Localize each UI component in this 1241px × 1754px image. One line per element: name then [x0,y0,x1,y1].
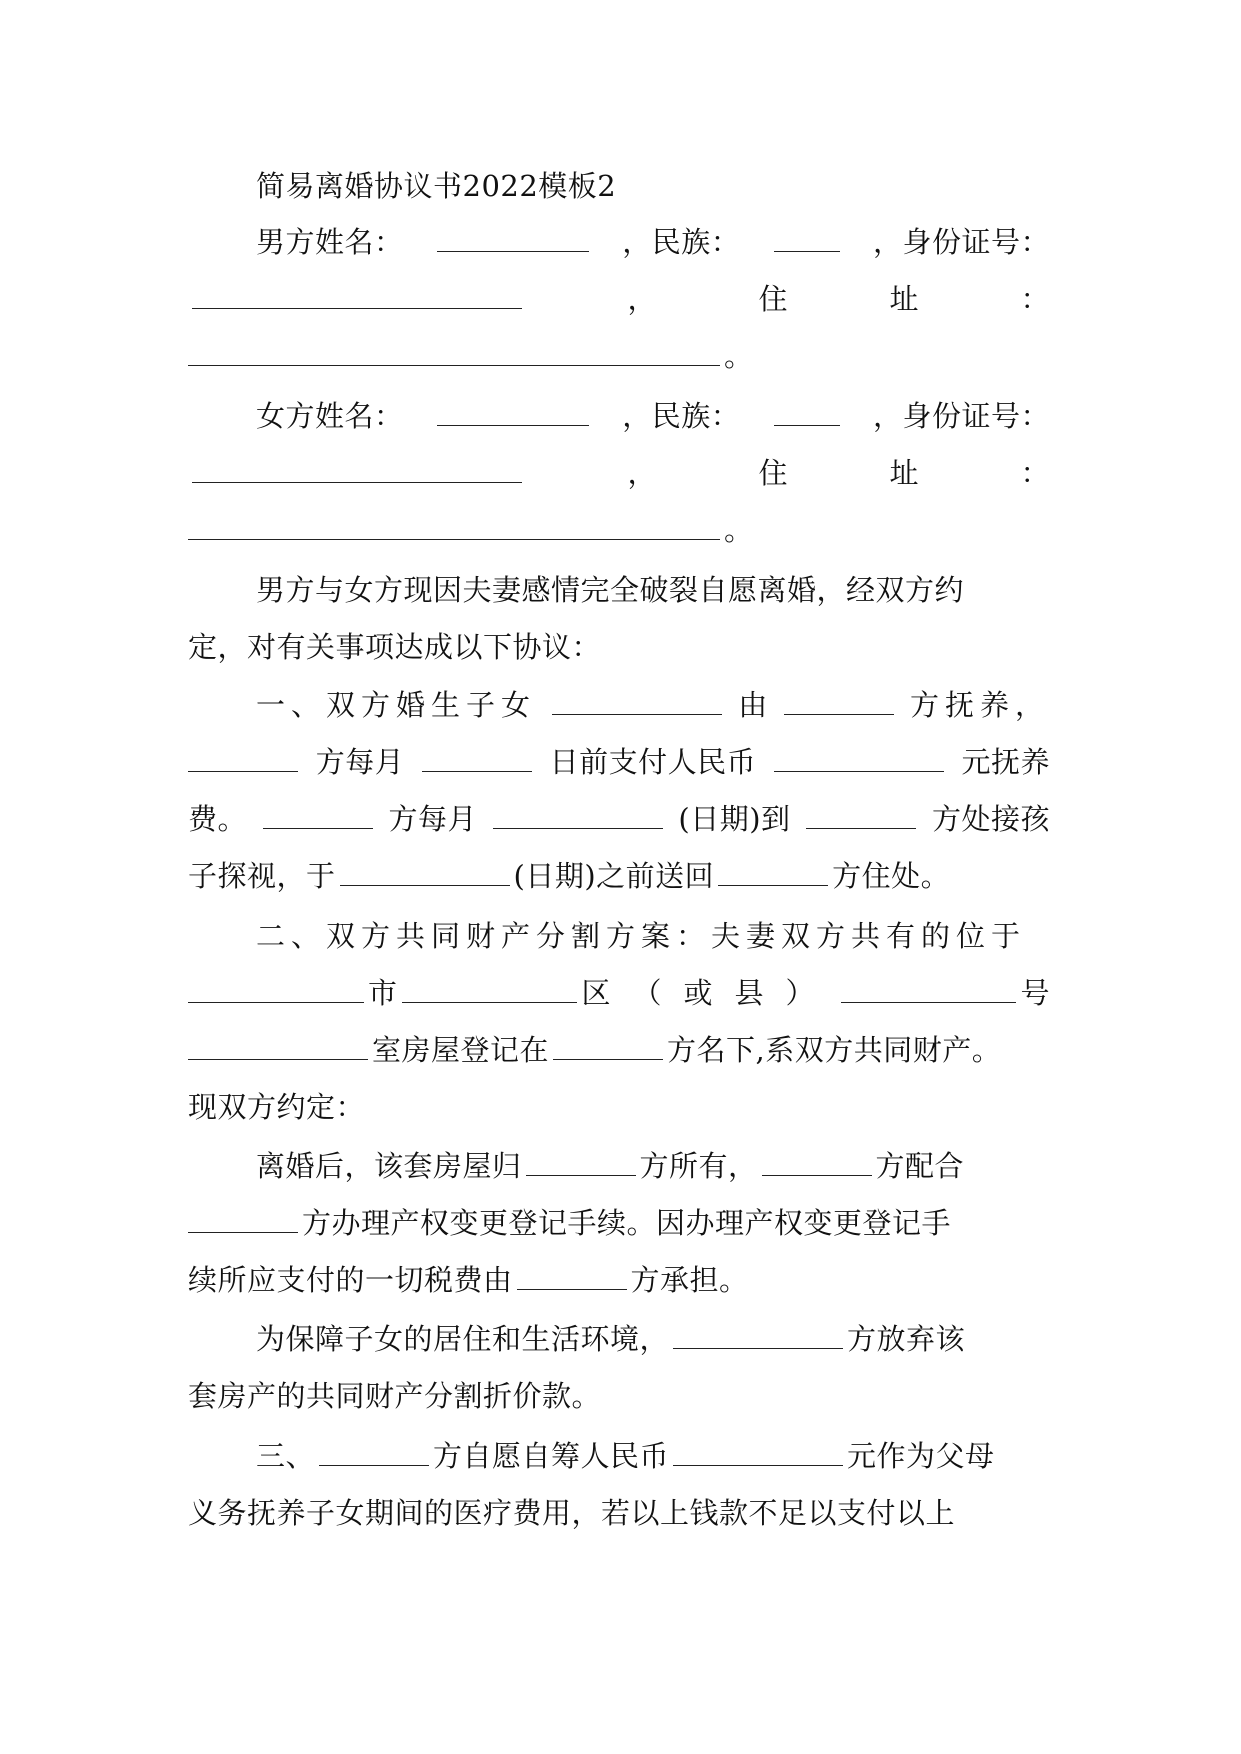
s2-tax-blank[interactable] [517,1259,627,1290]
female-id-label: ，身份证号： [872,399,1050,433]
female-info-line-1 [256,392,1050,440]
s2-q2: 套房产的共同财产分割折价款。 [188,1379,602,1413]
s2-l4: 现双方约定： [188,1090,366,1124]
s1-line-1 [256,681,1050,729]
s2-l3b: 方名下,系双方共同财产。 [667,1033,1002,1067]
s2-q1a: 为保障子女的居住和生活环境， [256,1322,670,1356]
s1-line-2 [188,738,1050,786]
female-comma: ， [627,456,657,490]
s1-l1c: 方抚养， [909,688,1050,722]
s2-p1b: 方所有， [639,1149,758,1183]
s3-l1a: 三、 [256,1439,316,1473]
s2-transfer-blank[interactable] [188,1202,298,1233]
s1-l3b: 方每月 [388,802,477,836]
female-addr-colon: ： [1020,456,1050,490]
title-text: 简易离婚协议书2022模板2 [256,169,617,203]
s2-p3a: 续所应支付的一切税费由 [188,1263,513,1297]
s1-l2a: 方每月 [315,745,405,779]
s2-para1-line-1 [256,1142,1050,1190]
s1-pickup-blank[interactable] [806,798,916,829]
s2-l2c: 号 [1020,976,1050,1010]
s2-number-blank[interactable] [841,972,1017,1003]
s2-owner-blank[interactable] [526,1145,636,1176]
female-ethnic-label: ，民族： [622,399,741,433]
s1-l3a: 费。 [188,802,248,836]
s3-line-1 [256,1432,1050,1480]
s1-payer-blank[interactable] [188,741,298,772]
s1-l1a: 一、双方婚生子女 [256,688,537,722]
s2-p1a: 离婚后，该套房屋归 [256,1149,522,1183]
male-addr-char1: 住 [758,282,788,316]
s1-l4c: 方住处。 [832,859,951,893]
male-address-blank[interactable] [188,335,720,366]
s2-l2b: 区（或县） [581,976,837,1010]
s2-district-blank[interactable] [402,972,578,1003]
s3-l1c: 元作为父母 [847,1439,995,1473]
male-name-label: 男方姓名： [256,225,404,259]
s1-return-date-blank[interactable] [340,855,510,886]
female-name-label: 女方姓名： [256,399,404,433]
intro-line-1 [256,566,1050,614]
s2-line-1 [256,912,1050,960]
male-period: 。 [724,339,754,373]
male-ethnic-blank[interactable] [774,221,840,252]
female-period: 。 [724,513,754,547]
female-id-blank[interactable] [192,452,522,483]
s2-line-4 [188,1083,1050,1131]
s1-l1b: 由 [738,688,768,722]
s3-l1b: 方自愿自筹人民币 [433,1439,670,1473]
s1-day-blank[interactable] [422,741,532,772]
s2-cooperate-blank[interactable] [762,1145,872,1176]
s1-l3c: (日期)到 [678,802,791,836]
s1-l2b: 日前支付人民币 [549,745,757,779]
intro-line-2 [188,623,1050,671]
male-name-blank[interactable] [437,221,589,252]
s2-waive-blank[interactable] [673,1318,843,1349]
male-addr-colon: ： [1020,282,1050,316]
s2-l2a: 市 [367,976,398,1010]
female-info-line-2 [188,449,1050,497]
male-id-blank[interactable] [192,278,522,309]
male-comma: ， [627,282,657,316]
male-id-label: ，身份证号： [872,225,1050,259]
s3-line-2 [188,1489,1050,1537]
s2-p3b: 方承担。 [630,1263,749,1297]
s1-return-blank[interactable] [718,855,828,886]
s1-visit-date-blank[interactable] [493,798,663,829]
s2-line-2 [188,969,1050,1017]
s1-line-3 [188,795,1050,843]
s1-l4b: (日期)之前送回 [513,859,715,893]
female-name-blank[interactable] [437,395,589,426]
s1-custody-blank[interactable] [784,684,894,715]
s2-room-blank[interactable] [188,1029,368,1060]
s2-line-3 [188,1026,1050,1074]
s3-l2: 义务抚养子女期间的医疗费用，若以上钱款不足以支付以上 [188,1496,956,1530]
s2-l3a: 室房屋登记在 [372,1033,550,1067]
male-ethnic-label: ，民族： [622,225,741,259]
female-info-line-3 [188,506,1050,554]
s2-para2-line-1 [256,1315,1050,1363]
s2-p1c: 方配合 [875,1149,965,1183]
s1-l2c: 元抚养 [961,745,1050,779]
s2-registrant-blank[interactable] [553,1029,663,1060]
female-address-blank[interactable] [188,509,720,540]
s1-amount-blank[interactable] [774,741,944,772]
female-addr-char2: 址 [889,456,919,490]
s3-party-blank[interactable] [319,1435,429,1466]
s2-para2-line-2 [188,1372,1050,1420]
male-addr-char2: 址 [889,282,919,316]
s2-l1: 二、双方共同财产分割方案：夫妻双方共有的位于 [256,919,1027,953]
s2-q1b: 方放弃该 [847,1322,966,1356]
document-title [256,162,1050,210]
s2-para1-line-3 [188,1256,1050,1304]
intro-text-2: 定，对有关事项达成以下协议： [188,630,602,664]
s1-l3d: 方处接孩 [931,802,1050,836]
male-info-line-3 [188,332,1050,380]
s3-amount-blank[interactable] [673,1435,843,1466]
s1-visitor-blank[interactable] [263,798,373,829]
s1-child-blank[interactable] [552,684,722,715]
s2-p2a: 方办理产权变更登记手续。因办理产权变更登记手 [302,1206,952,1240]
s2-para1-line-2 [188,1199,1050,1247]
female-addr-char1: 住 [758,456,788,490]
s1-l4a: 子探视，于 [188,859,336,893]
s1-line-4 [188,852,1050,900]
s2-city-blank[interactable] [188,972,364,1003]
male-info-line-2 [188,275,1050,323]
intro-text-1: 男方与女方现因夫妻感情完全破裂自愿离婚，经双方约 [256,573,965,607]
male-info-line-1 [256,218,1050,266]
female-ethnic-blank[interactable] [774,395,840,426]
